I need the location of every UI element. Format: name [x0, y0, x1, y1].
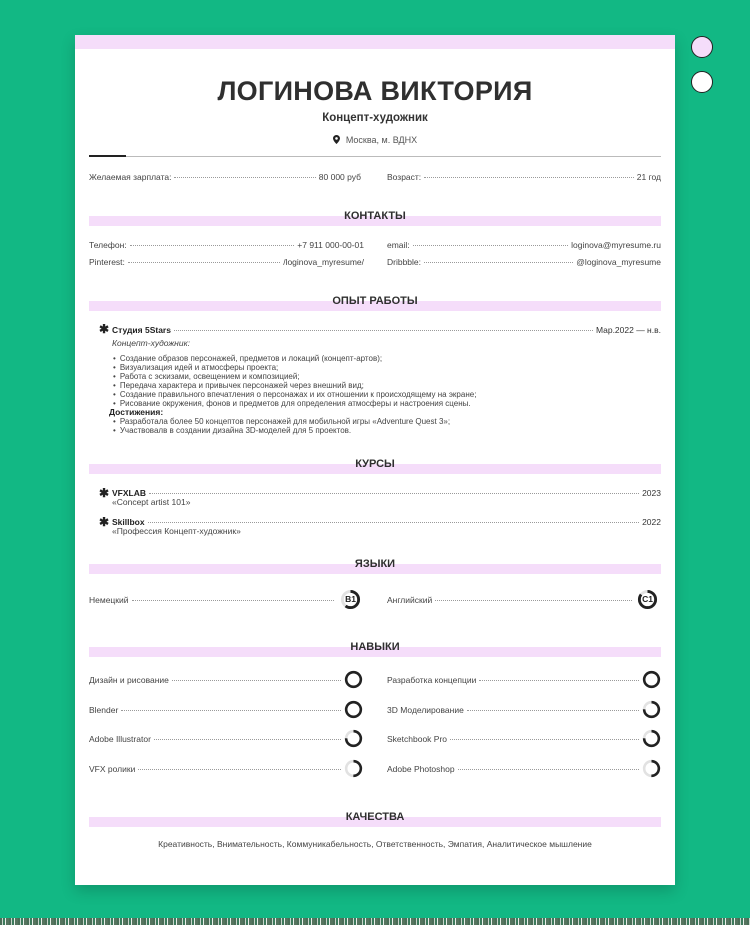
section-courses: [89, 458, 661, 474]
background-band: [0, 885, 750, 918]
qualities-text: Креативность, Внимательность, Коммуникабельность, Ответственность, Эмпатия, Аналитическое мышление: [158, 839, 592, 849]
skill-row: [89, 734, 344, 744]
section-languages: [89, 558, 661, 574]
asterisk-icon: ✱: [99, 486, 110, 500]
skill-name: Adobe Illustrator: [89, 734, 151, 744]
dribbble-link[interactable]: @loginova_myresume: [576, 257, 661, 267]
salary-row: [89, 172, 361, 182]
duty-item: • Передача характера и привычек персонажей через внешний вид;: [113, 381, 476, 390]
skill-row: [89, 705, 344, 715]
company-name: Студия 5Stars: [112, 325, 171, 335]
color-option-pink[interactable]: [691, 36, 713, 58]
skill-row: [387, 764, 642, 774]
job-dates: Мар.2022 — н.в.: [595, 325, 661, 335]
duty-item: • Рисование окружения, фонов и предметов для определения атмосферы и настроения сцены.: [113, 399, 476, 408]
achievement-item: • Разработала более 50 концептов персонажей для мобильной игры «Adventure Quest 3»;: [113, 417, 450, 426]
section-experience: [89, 295, 661, 311]
language-level: C1: [642, 594, 653, 604]
course-school: VFXLAB: [112, 488, 146, 498]
skill-row: [89, 764, 344, 774]
duty-item: • Визуализация идей и атмосферы проекта;: [113, 363, 476, 372]
phone-link[interactable]: +7 911 000-00-01: [297, 240, 364, 250]
skill-name: Sketchbook Pro: [387, 734, 448, 744]
location: [75, 135, 675, 145]
skill-level-ring: [344, 700, 363, 719]
skill-level-ring: [642, 759, 661, 778]
achievements-list: [113, 417, 450, 435]
language-name: Немецкий: [89, 595, 129, 605]
age-label: Возраст:: [387, 172, 422, 182]
course-header: [112, 488, 661, 498]
section-title: КОНТАКТЫ: [344, 210, 406, 222]
leader-dots: [479, 680, 639, 681]
section-title: ЯЗЫКИ: [354, 558, 396, 570]
top-accent-strip: [75, 35, 675, 49]
leader-dots: [128, 262, 280, 263]
contact-email: [387, 240, 661, 250]
skill-name: Дизайн и рисование: [89, 675, 169, 685]
achievement-item: • Участвовалв в создании дизайна 3D-моделей для 5 проектов.: [113, 426, 450, 435]
leader-dots: [467, 710, 639, 711]
leader-dots: [413, 245, 568, 246]
age-row: [387, 172, 661, 182]
language-row: [387, 595, 635, 605]
asterisk-icon: ✱: [99, 322, 110, 336]
leader-dots: [172, 680, 341, 681]
skill-name: VFX ролики: [89, 764, 136, 774]
duty-item: • Работа с эскизами, освещением и композицией;: [113, 372, 476, 381]
leader-dots: [424, 262, 573, 263]
leader-dots: [121, 710, 341, 711]
map-pin-icon: [333, 135, 340, 144]
duty-item: • Создание правильного впечатления о персонажах и их отношении к происходящему на экране;: [113, 390, 476, 399]
achievements-title: Достижения:: [109, 407, 164, 417]
job-position: Концепт-художник:: [112, 338, 190, 348]
salary-label: Желаемая зарплата:: [89, 172, 172, 182]
job-header: [112, 325, 661, 335]
course-school: Skillbox: [112, 517, 145, 527]
leader-dots: [149, 493, 639, 494]
contact-label: Телефон:: [89, 240, 127, 250]
duty-item: • Создание образов персонажей, предметов и локаций (концепт-артов);: [113, 354, 476, 363]
language-row: [89, 595, 337, 605]
leader-dots: [458, 769, 639, 770]
language-name: Английский: [387, 595, 433, 605]
contact-dribbble: [387, 257, 661, 267]
leader-dots: [148, 522, 639, 523]
course-name: «Профессия Концепт-художник»: [112, 526, 241, 536]
section-qualities: [89, 811, 661, 827]
contact-label: Dribbble:: [387, 257, 422, 267]
divider-accent: [89, 155, 126, 157]
skill-row: [89, 675, 344, 685]
leader-dots: [174, 177, 315, 178]
course-year: 2022: [642, 517, 661, 527]
leader-dots: [130, 245, 295, 246]
color-option-white[interactable]: [691, 71, 713, 93]
contact-label: Pinterest:: [89, 257, 125, 267]
resume-page: [75, 35, 675, 885]
skill-row: [387, 734, 642, 744]
salary-value: 80 000 руб: [318, 172, 361, 182]
contact-pinterest: [89, 257, 364, 267]
course-year: 2023: [642, 488, 661, 498]
section-title: ОПЫТ РАБОТЫ: [332, 295, 418, 307]
skill-level-ring: [344, 729, 363, 748]
skill-row: [387, 705, 642, 715]
email-link[interactable]: loginova@myresume.ru: [571, 240, 661, 250]
leader-dots: [450, 739, 639, 740]
section-contacts: [89, 210, 661, 226]
candidate-name: ЛОГИНОВА ВИКТОРИЯ: [217, 76, 533, 106]
section-title: КАЧЕСТВА: [345, 811, 405, 823]
pinterest-link[interactable]: /loginova_myresume/: [283, 257, 364, 267]
skill-name: 3D Моделирование: [387, 705, 464, 715]
skill-level-ring: [642, 670, 661, 689]
section-skills: [89, 641, 661, 657]
skill-name: Разработка концепции: [387, 675, 477, 685]
contact-phone: [89, 240, 364, 250]
leader-dots: [138, 769, 341, 770]
section-title: НАВЫКИ: [350, 641, 400, 653]
bottom-noise-strip: [0, 918, 750, 925]
section-title: КУРСЫ: [355, 458, 395, 470]
divider: [89, 156, 661, 157]
skill-level-ring: [642, 729, 661, 748]
skill-level-ring: [344, 670, 363, 689]
leader-dots: [132, 600, 334, 601]
leader-dots: [435, 600, 632, 601]
leader-dots: [154, 739, 341, 740]
skill-level-ring: [642, 700, 661, 719]
course-name: «Concept artist 101»: [112, 497, 191, 507]
location-text: Москва, м. ВДНХ: [345, 135, 418, 145]
skill-row: [387, 675, 642, 685]
leader-dots: [424, 177, 634, 178]
skill-name: Adobe Photoshop: [387, 764, 455, 774]
asterisk-icon: ✱: [99, 515, 110, 529]
language-level: B1: [345, 594, 356, 604]
leader-dots: [174, 330, 593, 331]
contact-label: email:: [387, 240, 410, 250]
duties-list: [113, 354, 476, 408]
candidate-role: Концепт-художник: [322, 112, 428, 124]
skill-name: Blender: [89, 705, 119, 715]
age-value: 21 год: [636, 172, 661, 182]
skill-level-ring: [344, 759, 363, 778]
